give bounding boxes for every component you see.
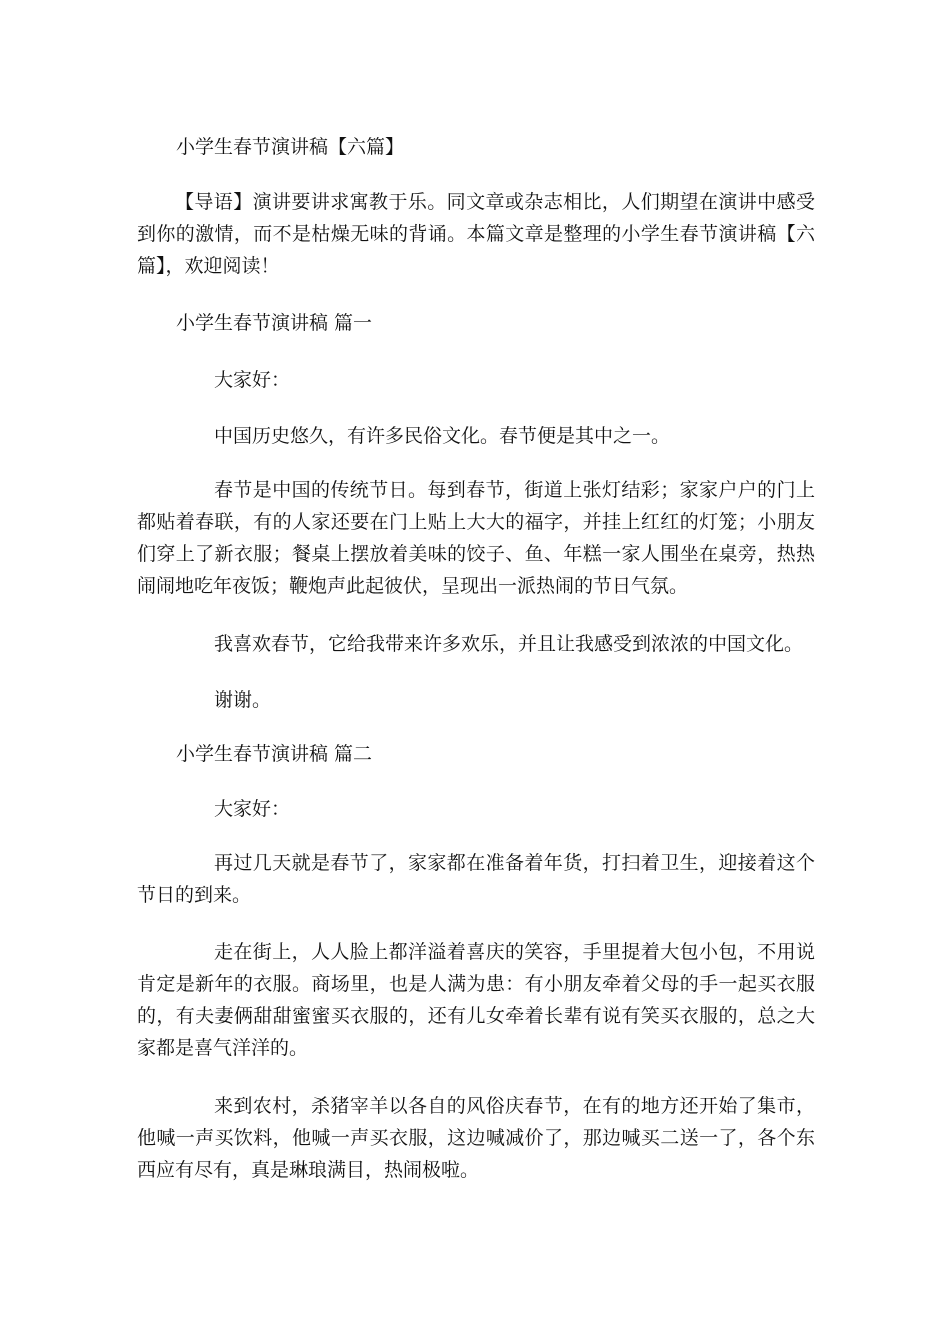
section-2-paragraph-3: 来到农村，杀猪宰羊以各自的风俗庆春节，在有的地方还开始了集市，他喊一声买饮料，他喊一声买衣服，这边喊减价了，那边喊买二送一了，各个东西应有尽有，真是琳琅满目，热闹极啦。 [137,1095,815,1181]
section-1-paragraph-1: 中国历史悠久，有许多民俗文化。春节便是其中之一。 [214,425,671,447]
document-title: 小学生春节演讲稿【六篇】 [176,136,405,158]
intro-paragraph: 【导语】演讲要讲求寓教于乐。同文章或杂志相比，人们期望在演讲中感受到你的激情，而不是枯燥无味的背诵。本篇文章是整理的小学生春节演讲稿【六篇】，欢迎阅读！ [137,191,815,277]
section-2-heading: 小学生春节演讲稿 篇二 [176,743,373,765]
section-1-greeting: 大家好： [214,369,291,391]
section-1-heading: 小学生春节演讲稿 篇一 [176,312,373,334]
section-2-paragraph-1: 再过几天就是春节了，家家都在准备着年货，打扫着卫生，迎接着这个节日的到来。 [137,852,815,906]
section-1-closing: 谢谢。 [214,689,272,711]
section-1-paragraph-2: 春节是中国的传统节日。每到春节，街道上张灯结彩；家家户户的门上都贴着春联，有的人家还要在门上贴上大大的福字，并挂上红红的灯笼；小朋友们穿上了新衣服；餐桌上摆放着美味的饺子、鱼、年糕一家人围坐在桌旁，热热闹闹地吃年夜饭；鞭炮声此起彼伏，呈现出一派热闹的节日气氛。 [137,479,815,597]
section-2-paragraph-2: 走在街上，人人脸上都洋溢着喜庆的笑容，手里提着大包小包，不用说肯定是新年的衣服。商场里，也是人满为患：有小朋友牵着父母的手一起买衣服的，有夫妻俩甜甜蜜蜜买衣服的，还有儿女牵着长辈有说有笑买衣服的，总之大家都是喜气洋洋的。 [137,941,815,1059]
section-1-paragraph-3: 我喜欢春节，它给我带来许多欢乐，并且让我感受到浓浓的中国文化。 [214,633,804,655]
section-2-greeting: 大家好： [214,798,291,820]
